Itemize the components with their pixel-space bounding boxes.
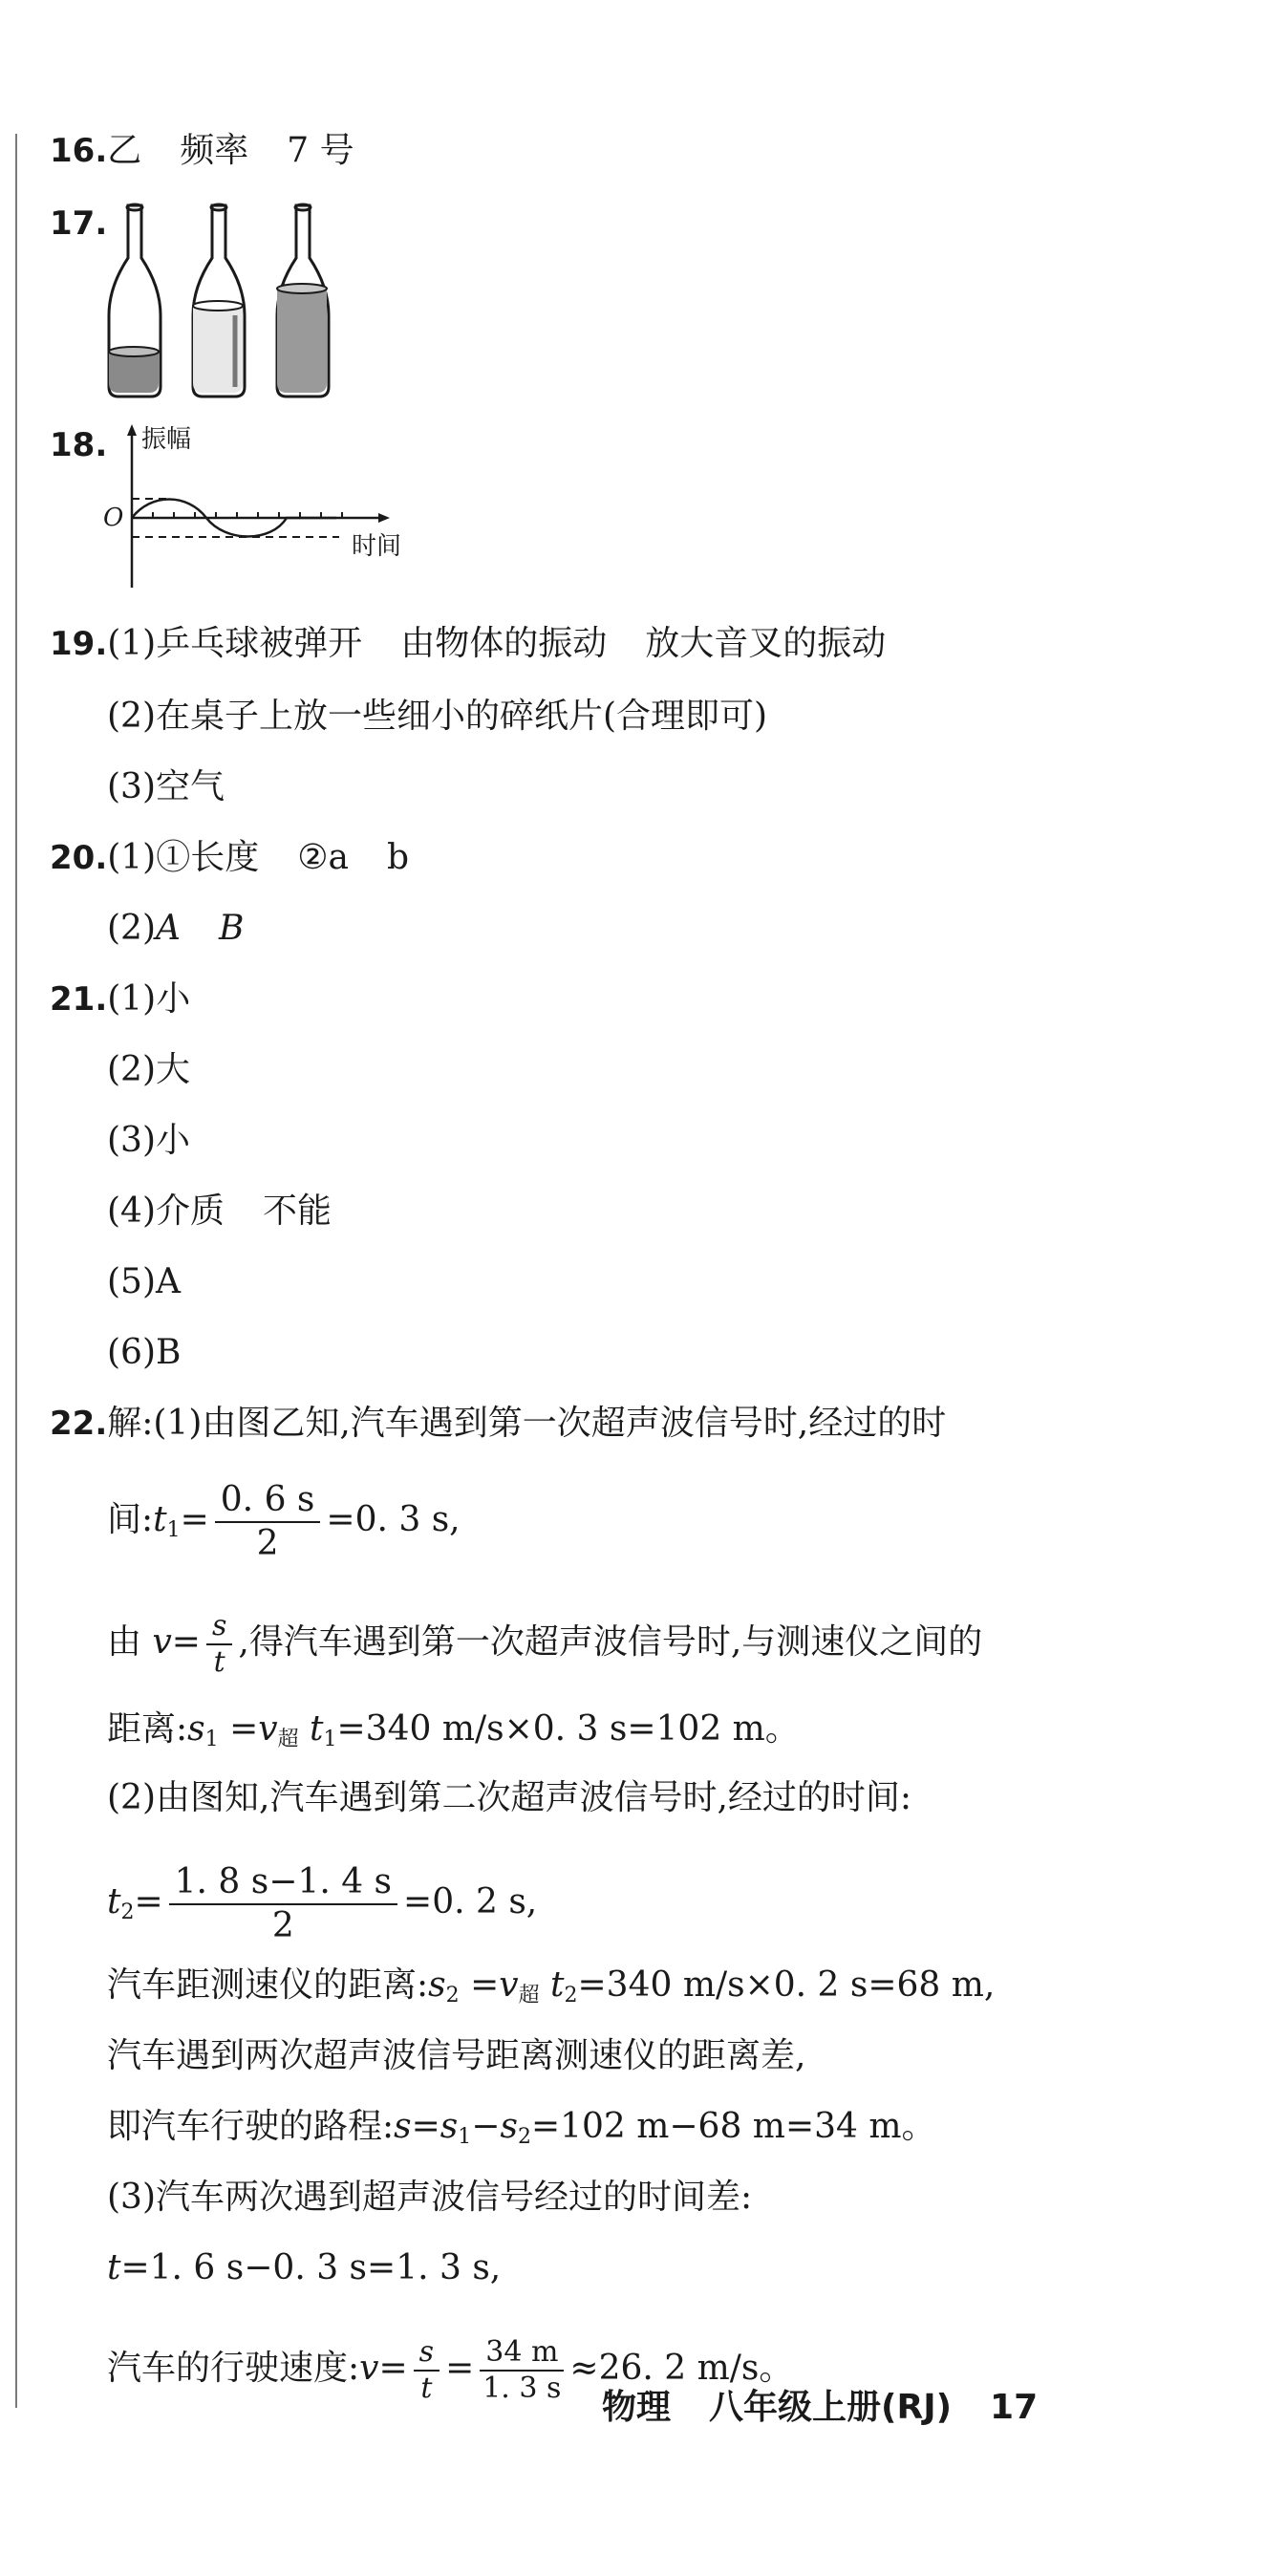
q21-line-2: (2)大: [107, 1050, 190, 1089]
bottle-3: [277, 204, 329, 397]
q22-line-11: t=1. 6 s−0. 3 s=1. 3 s,: [107, 2248, 502, 2287]
q19-line-3: (3)空气: [107, 767, 225, 806]
graph-y-label: 振幅: [141, 425, 192, 454]
page-footer: [602, 2385, 1038, 2431]
q22-line-2: 间$:t_1=$ $\frac{0. 6 s}{2}$ =0. 3 s,: [107, 1480, 461, 1563]
q22-line-6: $t_2=$ $\frac{1. 8 s-1. 4 s}{2}$ =0. 2 s,: [107, 1862, 538, 1945]
q22-line-5: (2)由图知,汽车遇到第二次超声波信号时,经过的时间:: [107, 1778, 912, 1817]
q22-line-1: 22.解:(1)由图乙知,汽车遇到第一次超声波信号时,经过的时: [50, 1404, 947, 1443]
q22-line-3: 由 v= $\frac{s}{t}$ ,得汽车遇到第一次超声波信号时,与测速仪之间的: [107, 1609, 983, 1679]
q16-number: 16.: [50, 132, 108, 170]
fraction: $\frac{0. 6 s}{2}$: [215, 1479, 321, 1565]
q20-line-1: 20.(1)①长度 ②a b: [50, 838, 410, 877]
q21-number: 21.: [50, 980, 108, 1019]
bottles-figure: [96, 201, 344, 401]
amplitude-time-graph: [96, 420, 420, 592]
footer-subject: 物理: [602, 2388, 672, 2427]
fraction: $\frac{s}{t}$: [206, 1609, 232, 1680]
graph-x-label: 时间: [352, 532, 402, 561]
q22-line-9: 即汽车行驶的路程$:s=s_1-s_2=102$ m−68 m=34 m。: [107, 2107, 936, 2149]
footer-grade: 八年级上册(RJ): [709, 2388, 953, 2427]
fraction: $\frac{34 m}{1. 3 s}$: [480, 2335, 564, 2406]
q21-line-5: (5)A: [107, 1262, 181, 1301]
fraction: $\frac{1. 8 s-1. 4 s}{2}$: [169, 1861, 397, 1947]
q19-line-1: 19.(1)乒乓球被弹开 由物体的振动 放大音叉的振动: [50, 624, 887, 663]
q19-number: 19.: [50, 625, 108, 663]
q17-number: 17.: [50, 204, 108, 243]
fraction: $\frac{s}{t}$: [414, 2335, 440, 2406]
q20-line-2: (2)A B: [107, 909, 245, 948]
q19-line-2: (2)在桌子上放一些细小的碎纸片(合理即可): [107, 697, 768, 736]
page-number: 17: [990, 2388, 1039, 2427]
q22-line-8: 汽车遇到两次超声波信号距离测速仪的距离差,: [107, 2036, 806, 2075]
q22-line-12: 汽车的行驶速度:v= $\frac{s}{t}$ = $\frac{34 m}{1. 3 s}$ ≈26. 2 m/s。: [107, 2335, 794, 2405]
bottle-2: [193, 204, 245, 397]
q22-line-7: 汽车距测速仪的距离$:s_2 =v_超$ $t_2=340$ m/s×0. 2 s=68 m,: [107, 1965, 996, 2007]
graph-origin-label: O: [103, 504, 124, 532]
q22-line-10: (3)汽车两次遇到超声波信号经过的时间差:: [107, 2178, 753, 2217]
q21-line-6: (6)B: [107, 1333, 182, 1372]
q21-line-4: (4)介质 不能: [107, 1191, 332, 1231]
q22-number: 22.: [50, 1405, 108, 1443]
q16-line: 16.乙 频率 7 号: [50, 131, 354, 170]
q22-line-4: 距离$:s_1 =v_超$ $t_1=340$ m/s×0. 3 s=102 m。: [107, 1709, 800, 1751]
q20-number: 20.: [50, 839, 108, 877]
left-margin-rule: [15, 134, 17, 2408]
bottle-1: [109, 204, 161, 397]
q18-number: 18.: [50, 426, 108, 464]
q21-line-3: (3)小: [107, 1121, 190, 1160]
q21-line-1: 21.(1)小: [50, 979, 191, 1019]
